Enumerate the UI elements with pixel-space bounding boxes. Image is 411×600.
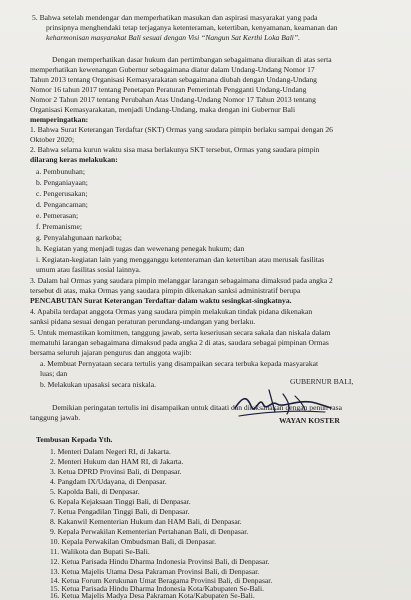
text-line: 5. Bahwa setelah mendengar dan memperhatikan masukan dan aspirasi masyarakat yang pada — [32, 13, 318, 22]
signatory-title: GUBERNUR BALI, — [290, 377, 354, 386]
cc-item: 7. Ketua Pengadilan Tinggi Bali, di Denpasar. — [50, 507, 190, 516]
signatory-name: WAYAN KOSTER — [279, 416, 340, 425]
cc-item: 11. Walikota dan Bupati Se-Bali. — [50, 547, 150, 556]
cc-item: 14. Ketua Forum Kerukunan Umat Beragama Provinsi Bali, di Denpasar. — [50, 576, 273, 585]
cc-item: 16. Ketua Majelis Madya Desa Pakraman Kota/Kabupaten Se-Bali. — [50, 591, 255, 600]
list-item: luas; dan — [40, 369, 68, 378]
text-line: Dengan memperhatikan dasar hukum dan pertimbangan sebagaimana diuraikan di atas serta — [52, 55, 332, 64]
cc-item: 13. Ketua Majelis Utama Desa Pakraman Provinsi Bali, di Denpasar. — [50, 567, 260, 576]
cc-item: 1. Menteri Dalam Negeri RI, di Jakarta. — [50, 447, 171, 456]
text-line: prinsipnya menghendaki tetap terjaganya ketenteraman, ketertiban, kenyamanan, keamanan dan — [46, 23, 338, 32]
list-item: umum atau fasilitas sosial lainnya. — [36, 265, 141, 274]
cc-item: 9. Kepala Perwakilan Kementerian Pertahanan Bali, di Denpasar. — [50, 527, 249, 536]
text-line: keharmonisan masyarakat Bali sesuai dengan Visi “Nangun Sat Kerthi Loka Bali”. — [46, 33, 301, 42]
list-item: a. Pembunuhan; — [36, 167, 85, 176]
cc-item: 2. Menteri Hukum dan HAM RI, di Jakarta. — [50, 457, 184, 466]
text-line: mematuhi larangan sebagaimana dimaksud pada angka 2 di atas, saudara sebagai pimpinan Ormas — [30, 338, 329, 347]
text-line: memperingatkan: — [30, 115, 89, 124]
text-line: 4. Apabila terdapat anggota Ormas yang saudara pimpin melakukan tindak pidana dikenakan — [30, 307, 313, 316]
list-item: b. Melakukan upasaksi secara niskala. — [40, 380, 156, 389]
text-line: tersebut di atas, maka Ormas yang saudara pimpin dikenakan sanksi administratif berupa — [30, 286, 301, 295]
cc-item: 15. Ketua Parisada Hindu Dharma Indonesia Kota/Kabupaten Se-Bali. — [50, 584, 265, 593]
list-item: c. Pengerusakan; — [36, 189, 88, 198]
text-line: 1. Bahwa Surat Keterangan Terdaftar (SKT) Ormas yang saudara pimpin berlaku sampai dengan 26 — [30, 125, 333, 134]
text-line: tanggung jawab. — [30, 413, 81, 422]
list-item: e. Pemerasan; — [36, 211, 79, 220]
list-item: b. Penganiayaan; — [36, 178, 88, 187]
cc-item: 6. Kepala Kejaksaan Tinggi Bali, di Denpasar. — [50, 497, 191, 506]
cc-item: 5. Kapolda Bali, di Denpasar. — [50, 487, 140, 496]
text-line: 5. Untuk memastikan komitmen, tanggung jawab, serta keseriusan secara sakala dan niskala dalam — [30, 328, 331, 337]
text-line: PENCABUTAN Surat Keterangan Terdaftar dalam waktu sesingkat-singkatnya. — [30, 296, 292, 305]
cc-item: 3. Ketua DPRD Provinsi Bali, di Denpasar. — [50, 467, 182, 476]
cc-item: 4. Pangdam IX/Udayana, di Denpasar. — [50, 477, 167, 486]
cc-item: 10. Kepala Perwakilan Ombudsman Bali, di Denpasar. — [50, 537, 216, 546]
text-line: bersama seluruh jajaran pengurus dan anggota wajib: — [30, 348, 192, 357]
text-line: Nomor 2 Tahun 2017 tentang Perubahan Atas Undang-Undang Nomor 17 Tahun 2013 tentang — [30, 95, 316, 104]
text-line: sanksi pidana sesuai dengan peraturan perundang-undangan yang berlaku. — [30, 317, 256, 326]
list-item: i. Kegiatan-kegiatan lain yang mengganggu ketenteraman dan ketertiban atau merusak fasilitas — [36, 255, 325, 264]
text-line: 3. Dalam hal Ormas yang saudara pimpin melanggar larangan sebagaimana dimaksud pada angka 2 — [30, 276, 333, 285]
list-item: h. Kegiatan yang menjadi tugas dan wewenang penegak hukum; dan — [36, 244, 245, 253]
text-line: memperhatikan kewenangan Gubernur sebagaimana diatur dalam Undang-Undang Nomor 17 — [30, 65, 315, 74]
text-line: 2. Bahwa selama kurun waktu sisa masa berlakunya SKT tersebut, Ormas yang saudara pimpin — [30, 145, 320, 154]
cc-item: 12. Ketua Parisada Hindu Dharma Indonesia Provinsi Bali, di Denpasar. — [50, 557, 270, 566]
list-item: g. Penyalahgunaan narkoba; — [36, 233, 122, 242]
list-item: f. Premanisme; — [36, 222, 82, 231]
cc-heading: Tembusan Kepada Yth. — [36, 435, 113, 444]
text-line: dilarang keras melakukan: — [30, 155, 118, 164]
text-line: Organisasi Kemasyarakatan, menjadi Undang-Undang, maka dengan ini Gubernur Bali — [30, 105, 296, 114]
list-item: a. Membuat Pernyataan secara tertulis yang disampaikan secara terbuka kepada masyarakat — [40, 359, 319, 368]
text-line: Tahun 2013 tentang Organisasi Kemasyarakatan sebagaimana diubah dengan Undang-Undang — [30, 75, 317, 84]
text-line: Nomor 16 tahun 2017 tentang Penetapan Peraturan Pemerintah Pengganti Undang-Undang — [30, 85, 307, 94]
cc-item: 8. Kakanwil Kementerian Hukum dan HAM Bali, di Denpasar. — [50, 517, 242, 526]
text-line: Demikian peringatan tertulis ini disampaikan untuk ditaati dan dilaksanakan dengan penuh rasa — [52, 403, 342, 412]
text-line: Oktober 2020; — [30, 135, 75, 144]
list-item: d. Pengancaman; — [36, 200, 88, 209]
